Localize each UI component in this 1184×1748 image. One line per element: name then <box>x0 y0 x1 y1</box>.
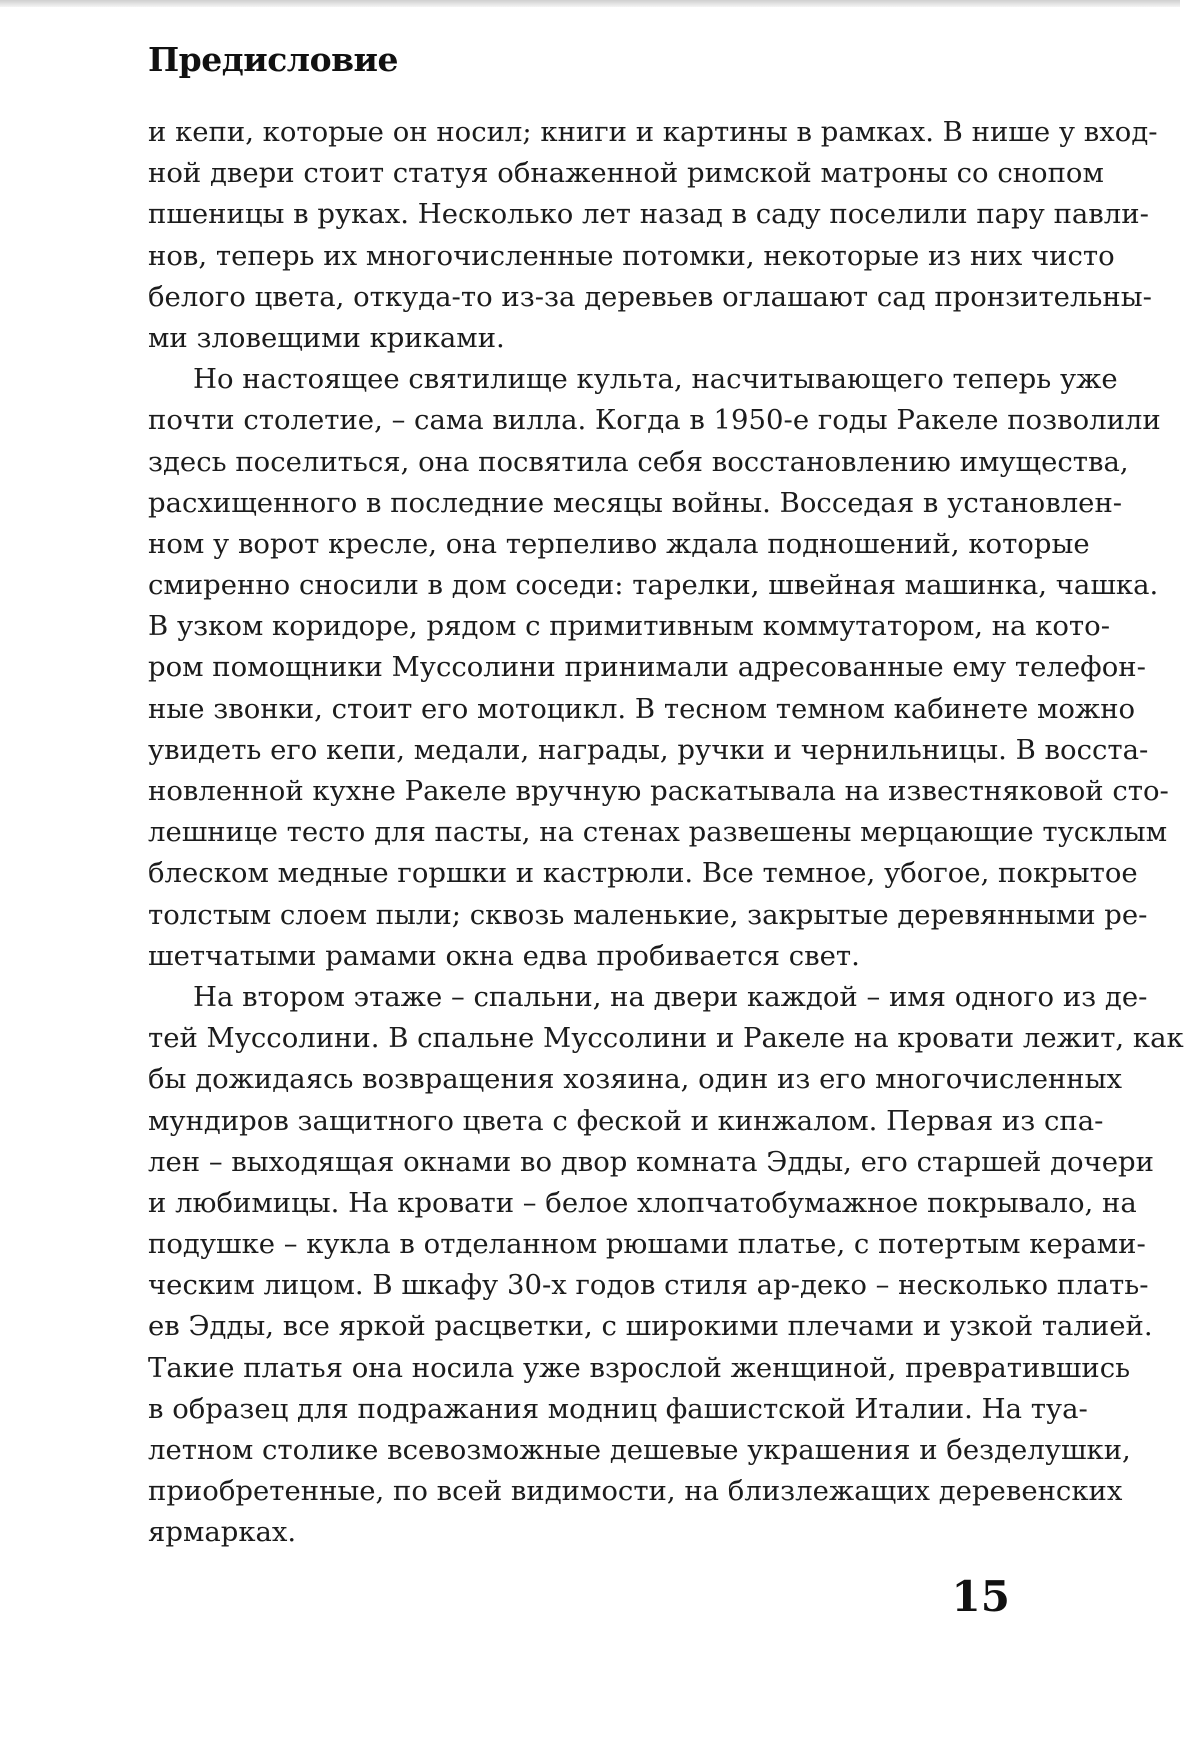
text-line: лешнице тесто для пасты, на стенах развешены мерцающие тусклым <box>148 816 1168 849</box>
text-line: белого цвета, откуда-то из-за деревьев оглашают сад пронзительны- <box>148 280 1152 313</box>
text-line: расхищенного в последние месяцы войны. Восседая в установлен- <box>148 486 1123 519</box>
page-number: 15 <box>951 1572 1010 1621</box>
text-line: Но настоящее святилище культа, насчитывающего теперь уже <box>193 363 1118 396</box>
text-line: ческим лицом. В шкафу 30-х годов стиля ар-деко – несколько плать- <box>148 1269 1149 1302</box>
text-line: лен – выходящая окнами во двор комната Эдды, его старшей дочери <box>148 1145 1154 1178</box>
paragraph <box>148 112 1158 359</box>
text-line: подушке – кукла в отделанном рюшами платье, с потертым керами- <box>148 1228 1146 1261</box>
text-line: блеском медные горшки и кастрюли. Все темное, убогое, покрытое <box>148 857 1138 890</box>
text-line: здесь поселиться, она посвятила себя восстановлению имущества, <box>148 445 1129 478</box>
paragraph <box>148 359 1169 977</box>
paragraph <box>148 977 1184 1554</box>
text-line: толстым слоем пыли; сквозь маленькие, закрытые деревянными ре- <box>148 898 1148 931</box>
page-top-edge <box>0 0 1180 7</box>
text-line: пшеницы в руках. Несколько лет назад в саду поселили пару павли- <box>148 198 1149 231</box>
text-line: и кепи, которые он носил; книги и картины в рамках. В нише у вход- <box>148 116 1158 148</box>
text-line: бы дожидаясь возвращения хозяина, один из его многочисленных <box>148 1063 1123 1096</box>
body-text <box>148 112 1184 1554</box>
text-line: Такие платья она носила уже взрослой женщиной, превратившись <box>148 1351 1131 1384</box>
text-line: тей Муссолини. В спальне Муссолини и Ракеле на кровати лежит, как <box>148 1022 1184 1055</box>
text-line: смиренно сносили в дом соседи: тарелки, швейная машинка, чашка. <box>148 569 1159 602</box>
text-line: летном столике всевозможные дешевые украшения и безделушки, <box>148 1434 1131 1466</box>
text-line: приобретенные, по всей видимости, на близлежащих деревенских <box>148 1475 1123 1508</box>
text-line: шетчатыми рамами окна едва пробивается свет. <box>148 939 860 972</box>
text-line: ярмарках. <box>148 1516 297 1549</box>
text-line: ми зловещими криками. <box>148 321 505 354</box>
text-line: В узком коридоре, рядом с примитивным коммутатором, на кото- <box>148 610 1110 643</box>
text-line: ном у ворот кресле, она терпеливо ждала подношений, которые <box>148 527 1090 560</box>
text-line: На втором этаже – спальни, на двери каждой – имя одного из де- <box>193 980 1148 1013</box>
text-line: мундиров защитного цвета с феской и кинжалом. Первая из спа- <box>148 1104 1104 1137</box>
text-line: новленной кухне Ракеле вручную раскатывала на известняковой сто- <box>148 775 1169 807</box>
text-line: ные звонки, стоит его мотоцикл. В тесном темном кабинете можно <box>148 692 1136 725</box>
text-line: увидеть его кепи, медали, награды, ручки и чернильницы. В восста- <box>148 733 1149 766</box>
text-line: нов, теперь их многочисленные потомки, некоторые из них чисто <box>148 239 1115 272</box>
text-line: ной двери стоит статуя обнаженной римской матроны со снопом <box>148 157 1104 190</box>
text-line: ев Эдды, все яркой расцветки, с широкими плечами и узкой талией. <box>148 1310 1153 1343</box>
running-head: Предисловие <box>148 40 398 79</box>
text-line: почти столетие, – сама вилла. Когда в 1950-е годы Ракеле позволили <box>148 404 1161 437</box>
text-line: и любимицы. На кровати – белое хлопчатобумажное покрывало, на <box>148 1186 1137 1219</box>
text-line: в образец для подражания модниц фашистской Италии. На туа- <box>148 1392 1088 1425</box>
text-line: ром помощники Муссолини принимали адресованные ему телефон- <box>148 651 1146 684</box>
